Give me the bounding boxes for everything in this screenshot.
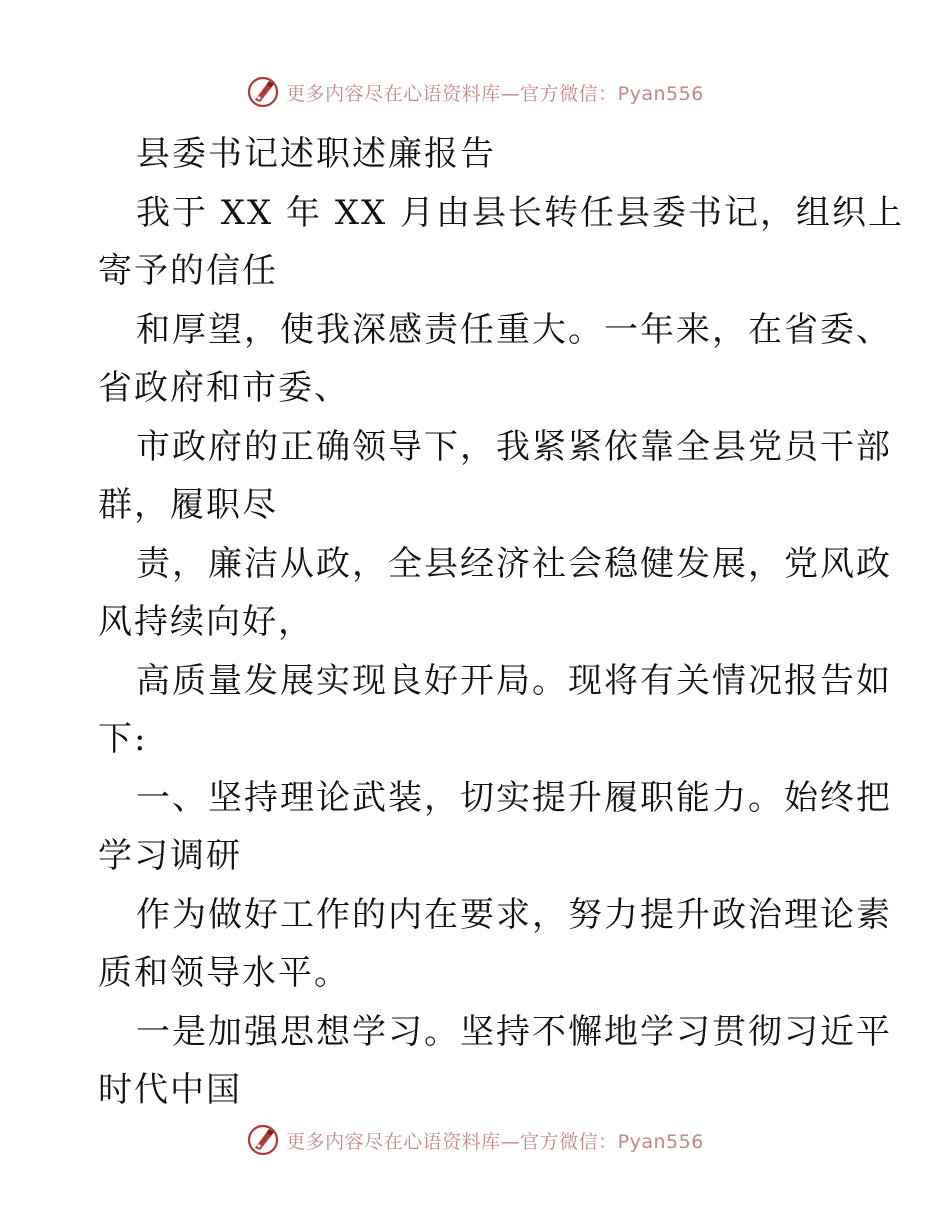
footer-watermark	[0, 1120, 950, 1160]
document-line: 高质量发展实现良好开局。现将有关情况报告如	[136, 660, 892, 701]
document-line: 一是加强思想学习。坚持不懈地学习贯彻习近平	[136, 1011, 892, 1052]
document-line: 一、坚持理论武装，切实提升履职能力。始终把	[136, 777, 892, 818]
document-line: 我于 XX 年 XX 月由县长转任县委书记，组织上	[136, 192, 905, 233]
fountain-pen-logo-icon	[246, 75, 280, 109]
document-line: 时代中国	[98, 1070, 242, 1110]
document-line: 责，廉洁从政，全县经济社会稳健发展，党风政	[136, 543, 892, 584]
watermark-text: 更多内容尽在心语资料库—官方微信：Pyan556	[286, 1130, 704, 1153]
document-line: 县委书记述职述廉报告	[136, 134, 496, 174]
document-line: 市政府的正确领导下，我紧紧依靠全县党员干部	[136, 426, 892, 467]
watermark-text: 更多内容尽在心语资料库—官方微信：Pyan556	[286, 82, 704, 105]
document-line: 和厚望，使我深感责任重大。一年来，在省委、	[136, 309, 892, 350]
document-body	[98, 125, 905, 1120]
footer-watermark-inner	[246, 1123, 704, 1157]
header-watermark	[0, 72, 950, 112]
document-line: 省政府和市委、	[98, 368, 350, 408]
document-line: 群，履职尽	[98, 485, 278, 525]
document-line: 学习调研	[98, 836, 242, 876]
document-line: 寄予的信任	[98, 251, 278, 291]
header-watermark-inner	[246, 75, 704, 109]
document-line: 下:	[98, 719, 148, 759]
fountain-pen-logo-icon	[246, 1123, 280, 1157]
document-line: 风持续向好，	[98, 602, 314, 642]
document-line: 质和领导水平。	[98, 953, 350, 993]
document-line: 作为做好工作的内在要求，努力提升政治理论素	[136, 894, 892, 935]
